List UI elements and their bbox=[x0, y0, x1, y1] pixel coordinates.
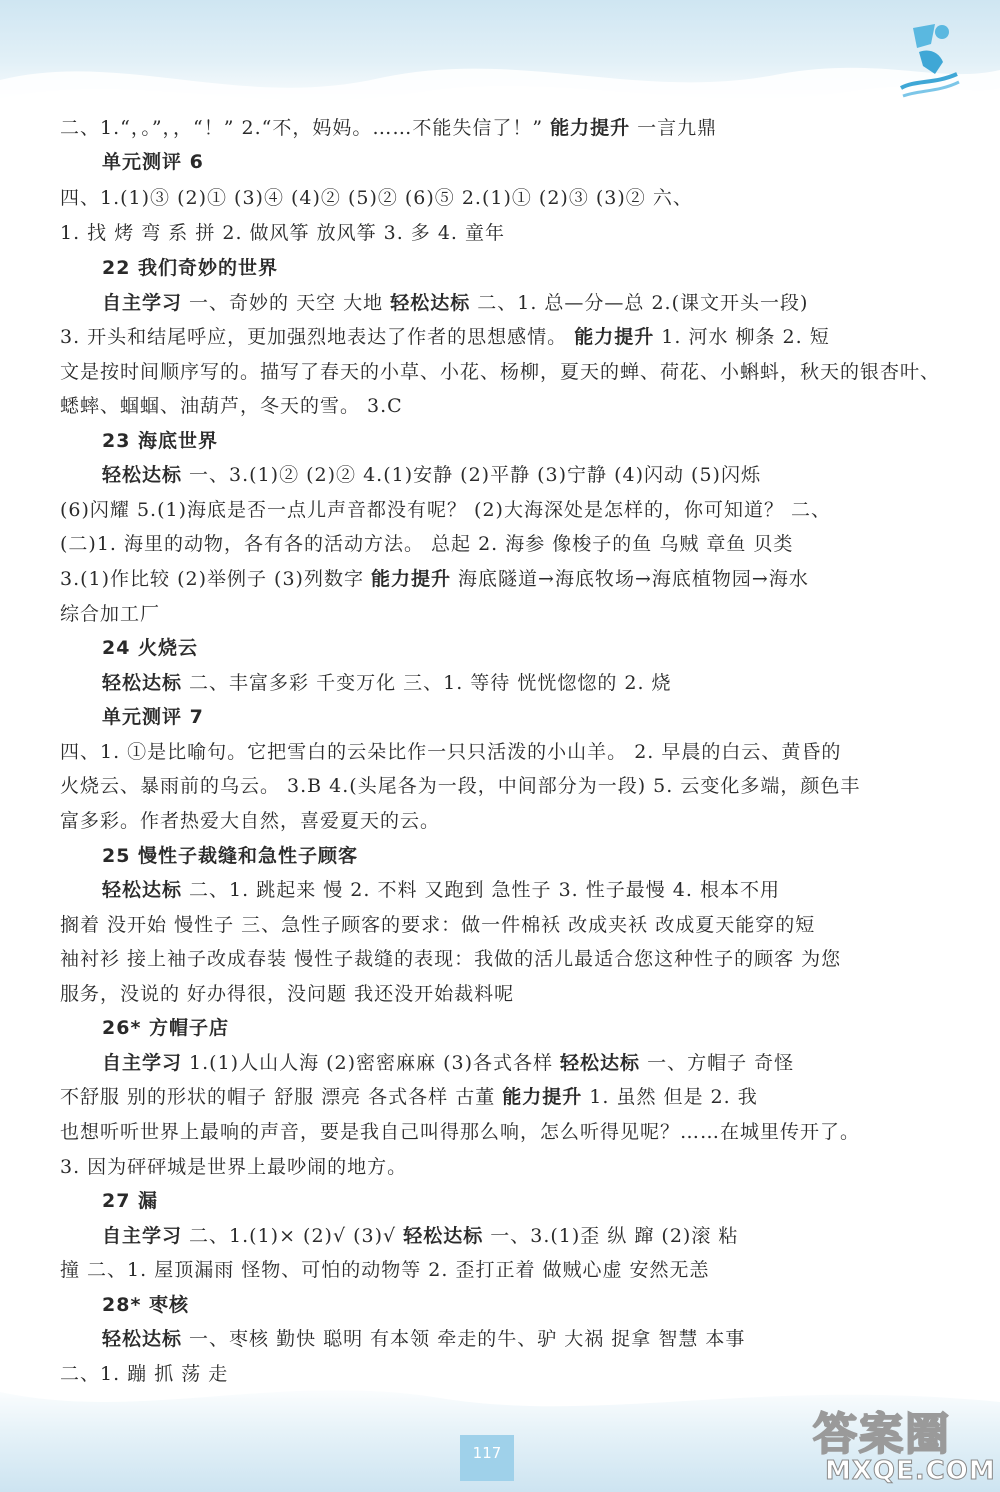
section-label: 23 海底世界 bbox=[102, 430, 219, 452]
section-heading bbox=[102, 634, 198, 662]
answer-line bbox=[60, 945, 841, 973]
answer-text: 一言九鼎 bbox=[630, 117, 718, 139]
answer-line bbox=[60, 1153, 407, 1181]
answer-text: 一、3.(1)② (2)② 4.(1)安静 (2)平静 (3)宁静 (4)闪动 (5)闪烁 bbox=[182, 464, 761, 486]
answer-text: 1. 找 烤 弯 系 拼 2. 做风筝 放风筝 3. 多 4. 童年 bbox=[60, 222, 505, 244]
header-band bbox=[0, 0, 1000, 112]
answer-text: 搁着 没开始 慢性子 三、急性子顾客的要求：做一件棉袄 改成夹袄 改成夏天能穿的短 bbox=[60, 914, 816, 936]
section-heading bbox=[102, 842, 358, 870]
section-heading bbox=[102, 703, 204, 731]
answer-text: 二、1. 总—分—总 2.(课文开头一段) bbox=[470, 292, 809, 314]
answer-text: 一、奇妙的 天空 大地 bbox=[182, 292, 391, 314]
page-number: 117 bbox=[460, 1435, 514, 1481]
answer-text: 一、方帽子 奇怪 bbox=[640, 1052, 795, 1074]
answer-text: 文是按时间顺序写的。描写了春天的小草、小花、杨柳，夏天的蝉、荷花、小蝌蚪，秋天的银杏叶、 bbox=[60, 361, 941, 383]
section-label: 26* 方帽子店 bbox=[102, 1017, 229, 1039]
answer-text: 1.(1)人山人海 (2)密密麻麻 (3)各式各样 bbox=[182, 1052, 561, 1074]
answer-text: 二、1. 蹦 抓 荡 走 bbox=[60, 1363, 229, 1385]
answer-text: 也想听听世界上最响的声音，要是我自己叫得那么响，怎么听得见呢？……在城里传开了。 bbox=[60, 1121, 861, 1143]
answer-line bbox=[60, 565, 809, 593]
section-heading bbox=[102, 1187, 158, 1215]
section-label: 28* 枣核 bbox=[102, 1294, 189, 1316]
answer-text: (6)闪耀 5.(1)海底是否一点儿声音都没有呢？ (2)大海深处是怎样的，你可知道？ 二、 bbox=[60, 499, 831, 521]
answer-text: 二、1.(1)× (2)√ (3)√ bbox=[182, 1225, 404, 1247]
answer-text: 3.(1)作比较 (2)举例子 (3)列数字 bbox=[60, 568, 371, 590]
answer-line bbox=[102, 289, 808, 317]
answer-text: 一、枣核 勤快 聪明 有本领 牵走的牛、驴 大祸 捉拿 智慧 本事 bbox=[182, 1328, 746, 1350]
section-label: 轻松达标 bbox=[102, 879, 183, 901]
answer-text: 1. 河水 柳条 2. 短 bbox=[654, 326, 830, 348]
section-label: 27 漏 bbox=[102, 1190, 159, 1212]
answer-text: 富多彩。作者热爱大自然，喜爱夏天的云。 bbox=[60, 810, 441, 832]
section-label: 轻松达标 bbox=[102, 672, 183, 694]
answer-line bbox=[102, 1049, 794, 1077]
answer-text: (二)1. 海里的动物，各有各的活动方法。 总起 2. 海参 像梭子的鱼 乌贼 章鱼 贝类 bbox=[60, 533, 794, 555]
watermark-logo bbox=[805, 1398, 1000, 1492]
answer-line bbox=[60, 738, 841, 766]
answer-line bbox=[102, 876, 780, 904]
section-label: 能力提升 bbox=[550, 117, 631, 139]
answer-line bbox=[60, 772, 860, 800]
answer-text: 四、1.(1)③ (2)① (3)④ (4)② (5)② (6)⑤ 2.(1)① (2)③ (3)② 六、 bbox=[60, 187, 693, 209]
section-label: 24 火烧云 bbox=[102, 637, 199, 659]
section-label: 轻松达标 bbox=[560, 1052, 641, 1074]
ski-jump-figure-icon bbox=[895, 22, 965, 112]
answer-text: 二、1.“，。”，，“！” 2.“不，妈妈。……不能失信了！” bbox=[60, 117, 551, 139]
section-label: 22 我们奇妙的世界 bbox=[102, 257, 279, 279]
answer-text: 火烧云、暴雨前的乌云。 3.B 4.(头尾各为一段，中间部分为一段) 5. 云变化多端，颜色丰 bbox=[60, 775, 861, 797]
answer-line bbox=[60, 1083, 758, 1111]
answer-text: 1. 虽然 但是 2. 我 bbox=[582, 1086, 758, 1108]
answer-line bbox=[102, 461, 761, 489]
answer-text: 3. 开头和结尾呼应，更加强烈地表达了作者的思想感情。 bbox=[60, 326, 575, 348]
answer-text: 不舒服 别的形状的帽子 舒服 漂亮 各式各样 古董 bbox=[60, 1086, 503, 1108]
answer-line bbox=[60, 323, 830, 351]
answer-text: 蟋蟀、蝈蝈、油葫芦，冬天的雪。 3.C bbox=[60, 395, 403, 417]
answer-line bbox=[102, 669, 672, 697]
section-label: 轻松达标 bbox=[102, 464, 183, 486]
section-label: 25 慢性子裁缝和急性子顾客 bbox=[102, 845, 359, 867]
answer-text: 一、3.(1)歪 纵 蹿 (2)滚 粘 bbox=[483, 1225, 739, 1247]
answer-line bbox=[60, 392, 403, 420]
answer-line bbox=[60, 600, 160, 628]
answer-line bbox=[60, 219, 505, 247]
answer-text: 袖衬衫 接上袖子改成春装 慢性子裁缝的表现：我做的活儿最适合您这种性子的顾客 为您 bbox=[60, 948, 842, 970]
answer-text: 四、1. ①是比喻句。它把雪白的云朵比作一只只活泼的小山羊。 2. 早晨的白云、黄昏的 bbox=[60, 741, 842, 763]
answer-text: 撞 二、1. 屋顶漏雨 怪物、可怕的动物等 2. 歪打正着 做贼心虚 安然无恙 bbox=[60, 1259, 710, 1281]
answer-line bbox=[60, 358, 940, 386]
section-label: 能力提升 bbox=[502, 1086, 583, 1108]
answer-text: 海底隧道→海底牧场→海底植物园→海水 bbox=[451, 568, 809, 590]
answer-text: 3. 因为砰砰城是世界上最吵闹的地方。 bbox=[60, 1156, 408, 1178]
watermark-url-text: MXQE.COM bbox=[825, 1456, 996, 1486]
answer-line bbox=[60, 114, 717, 142]
section-label: 能力提升 bbox=[574, 326, 655, 348]
section-label: 自主学习 bbox=[102, 1225, 183, 1247]
answer-line bbox=[102, 1325, 745, 1353]
answer-text: 二、1. 跳起来 慢 2. 不料 又跑到 急性子 3. 性子最慢 4. 根本不用 bbox=[182, 879, 780, 901]
answer-line bbox=[102, 1222, 738, 1250]
answer-text: 服务，没说的 好办得很，没问题 我还没开始裁料呢 bbox=[60, 983, 515, 1005]
answer-line bbox=[60, 807, 440, 835]
header-wave bbox=[0, 40, 1000, 120]
section-heading bbox=[102, 1291, 189, 1319]
section-label: 轻松达标 bbox=[403, 1225, 484, 1247]
section-label: 轻松达标 bbox=[390, 292, 471, 314]
answer-line bbox=[60, 184, 693, 212]
answer-line bbox=[60, 530, 793, 558]
answer-line bbox=[60, 1360, 228, 1388]
answer-line bbox=[60, 980, 514, 1008]
section-label: 单元测评 7 bbox=[102, 706, 204, 728]
section-heading bbox=[102, 1014, 229, 1042]
watermark-main-text: 答案圈 bbox=[813, 1409, 951, 1460]
answer-text: 二、丰富多彩 千变万化 三、1. 等待 恍恍惚惚的 2. 烧 bbox=[182, 672, 672, 694]
section-label: 单元测评 6 bbox=[102, 151, 204, 173]
section-heading bbox=[102, 254, 278, 282]
answer-text: 综合加工厂 bbox=[60, 603, 161, 625]
answer-line bbox=[60, 1256, 710, 1284]
section-label: 能力提升 bbox=[371, 568, 452, 590]
section-label: 轻松达标 bbox=[102, 1328, 183, 1350]
answer-line bbox=[60, 911, 815, 939]
section-heading bbox=[102, 427, 218, 455]
answer-line bbox=[60, 496, 831, 524]
section-heading bbox=[102, 148, 204, 176]
section-label: 自主学习 bbox=[102, 1052, 183, 1074]
section-label: 自主学习 bbox=[102, 292, 183, 314]
answer-line bbox=[60, 1118, 860, 1146]
